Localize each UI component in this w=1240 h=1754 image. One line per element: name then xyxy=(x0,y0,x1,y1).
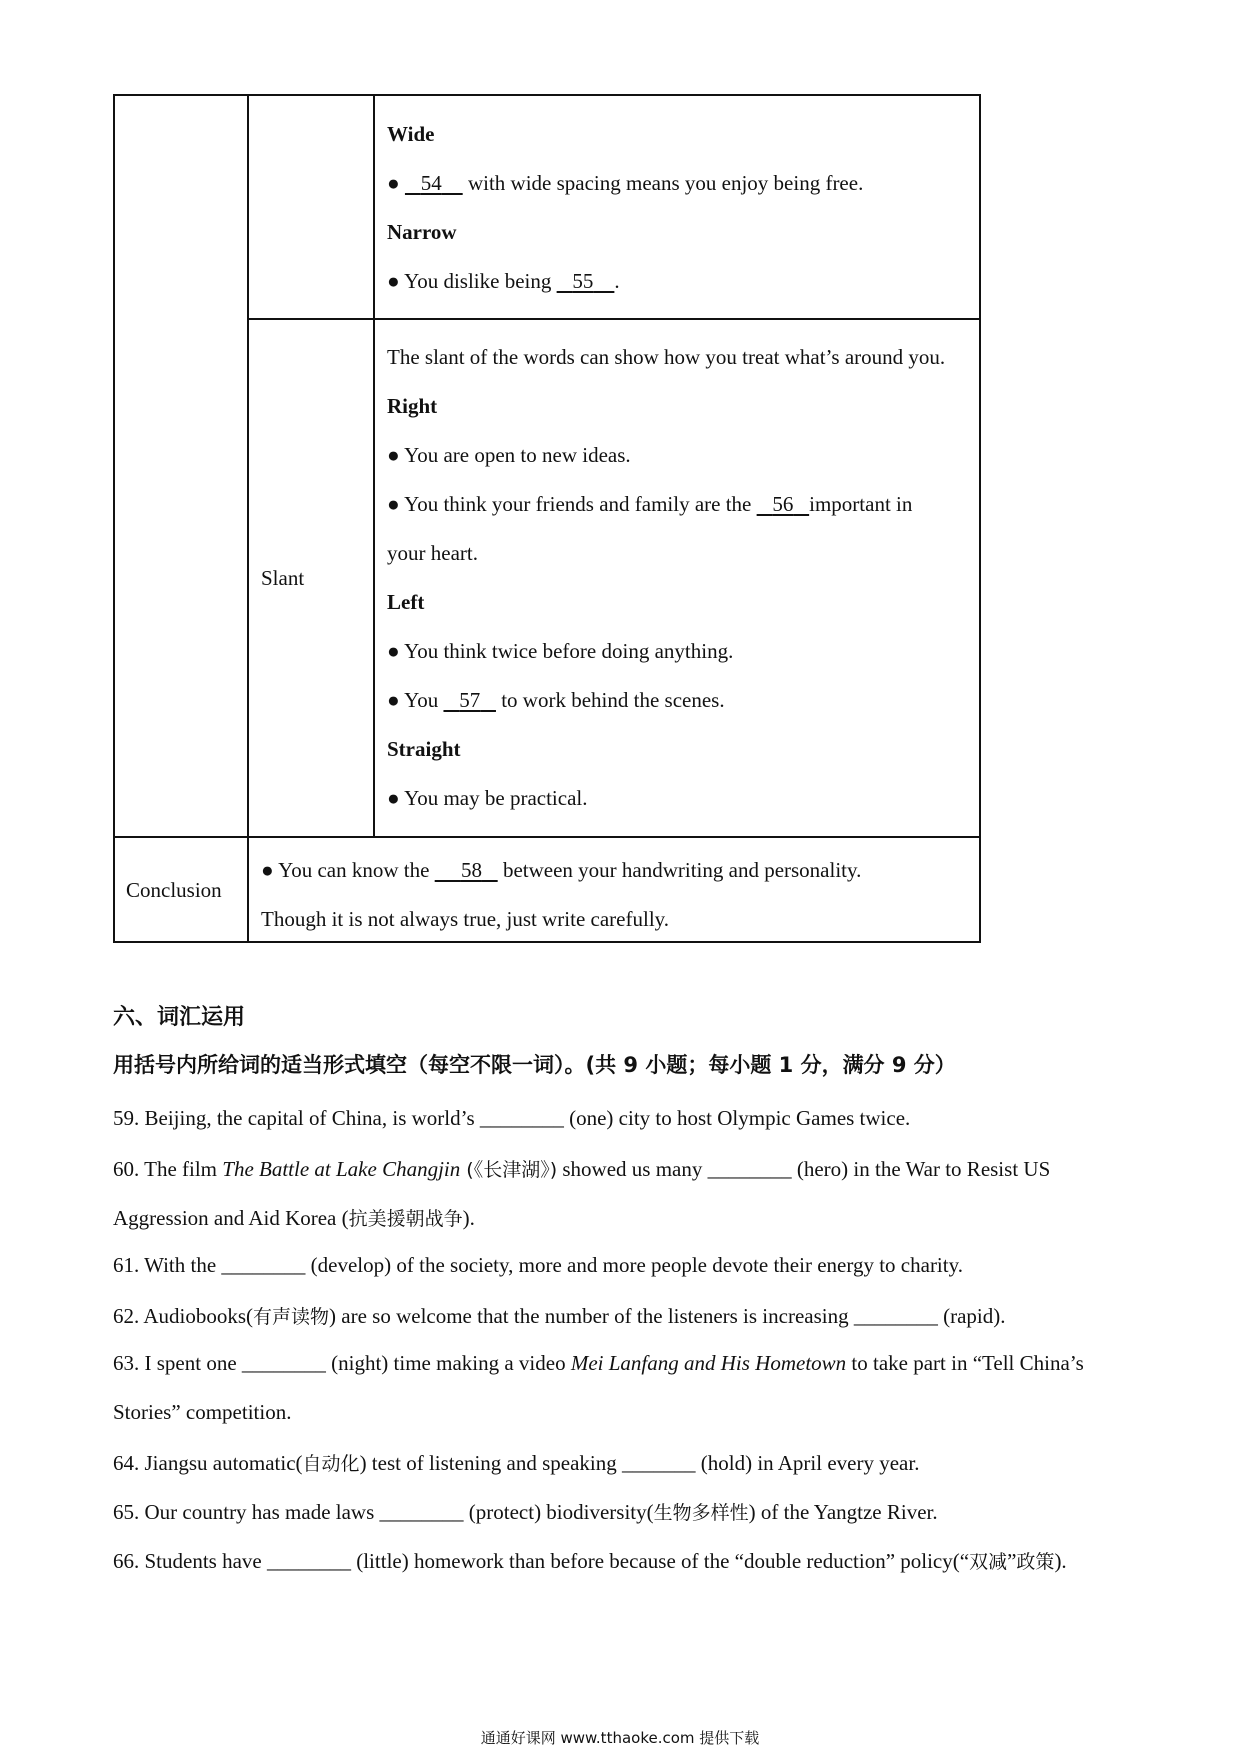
slant-intro: The slant of the words can show how you treat what’s around you. xyxy=(387,345,946,369)
table-line: ● You think twice before doing anything. xyxy=(387,639,734,663)
table-line: ● 54 with wide spacing means you enjoy being free. xyxy=(387,171,864,195)
video-title: Mei Lanfang and His Hometown xyxy=(570,1351,847,1375)
question-61: 61. With the ________ (develop) of the society, more and more people devote their energy to charity. xyxy=(113,1253,963,1277)
section-instruction: 用括号内所给词的适当形式填空（每空不限一词）。(共 9 小题；每小题 1 分，满分 9 分） xyxy=(113,1053,956,1077)
table-line: ● You think your friends and family are the 56 important in xyxy=(387,492,913,516)
question-63-continued: Stories” competition. xyxy=(113,1400,292,1424)
table-divider xyxy=(247,94,249,943)
question-65: 65. Our country has made laws ________ (protect) biodiversity(生物多样性) of the Yangtze River. xyxy=(113,1500,938,1524)
section-title: 六、词汇运用 xyxy=(113,1005,246,1030)
table-line: ● You dislike being 55 . xyxy=(387,269,620,293)
page-footer: 通通好课网 www.tthaoke.com 提供下载 xyxy=(480,1729,760,1747)
question-59: 59. Beijing, the capital of China, is world’s ________ (one) city to host Olympic Games twice. xyxy=(113,1106,911,1130)
question-62: 62. Audiobooks(有声读物) are so welcome that the number of the listeners is increasing ________ (rapid). xyxy=(113,1304,1006,1328)
wide-heading: Wide xyxy=(387,122,435,146)
spacing-cell xyxy=(387,110,863,306)
question-64: 64. Jiangsu automatic(自动化) test of listening and speaking _______ (hold) in April every year. xyxy=(113,1451,920,1475)
answer-blank-56: 56 xyxy=(772,492,794,516)
answer-blank-57: 57 xyxy=(459,688,481,712)
slant-label: Slant xyxy=(261,566,305,590)
table-line: ● You are open to new ideas. xyxy=(387,443,631,467)
table-divider xyxy=(113,836,981,838)
answer-blank-54: 54 xyxy=(420,171,442,195)
table-line: Though it is not always true, just write carefully. xyxy=(261,907,670,931)
conclusion-cell xyxy=(261,846,861,944)
question-60-continued: Aggression and Aid Korea (抗美援朝战争). xyxy=(113,1206,475,1230)
table-line: ● You may be practical. xyxy=(387,786,588,810)
film-title: The Battle at Lake Changjin xyxy=(222,1157,461,1181)
question-66: 66. Students have ________ (little) homework than before because of the “double reduction” policy(“双减”政策). xyxy=(113,1549,1067,1573)
table-divider xyxy=(247,318,981,320)
narrow-heading: Narrow xyxy=(387,220,457,244)
question-63: 63. I spent one ________ (night) time making a video Mei Lanfang and His Hometown to take part in “Tell China’s xyxy=(113,1351,1084,1375)
table-line: your heart. xyxy=(387,541,478,565)
left-heading: Left xyxy=(387,590,425,614)
question-60: 60. The film The Battle at Lake Changjin (《长津湖》) showed us many ________ (hero) in the War to Resist US xyxy=(113,1157,1051,1181)
straight-heading: Straight xyxy=(387,737,461,761)
table-line: ● You can know the 58 between your handwriting and personality. xyxy=(261,858,862,882)
conclusion-label: Conclusion xyxy=(126,878,222,902)
answer-blank-58: 58 xyxy=(460,858,482,882)
table-line: ● You 57 to work behind the scenes. xyxy=(387,688,725,712)
table-divider xyxy=(373,94,375,838)
slant-cell xyxy=(387,333,945,823)
answer-blank-55: 55 xyxy=(572,269,594,293)
right-heading: Right xyxy=(387,394,438,418)
